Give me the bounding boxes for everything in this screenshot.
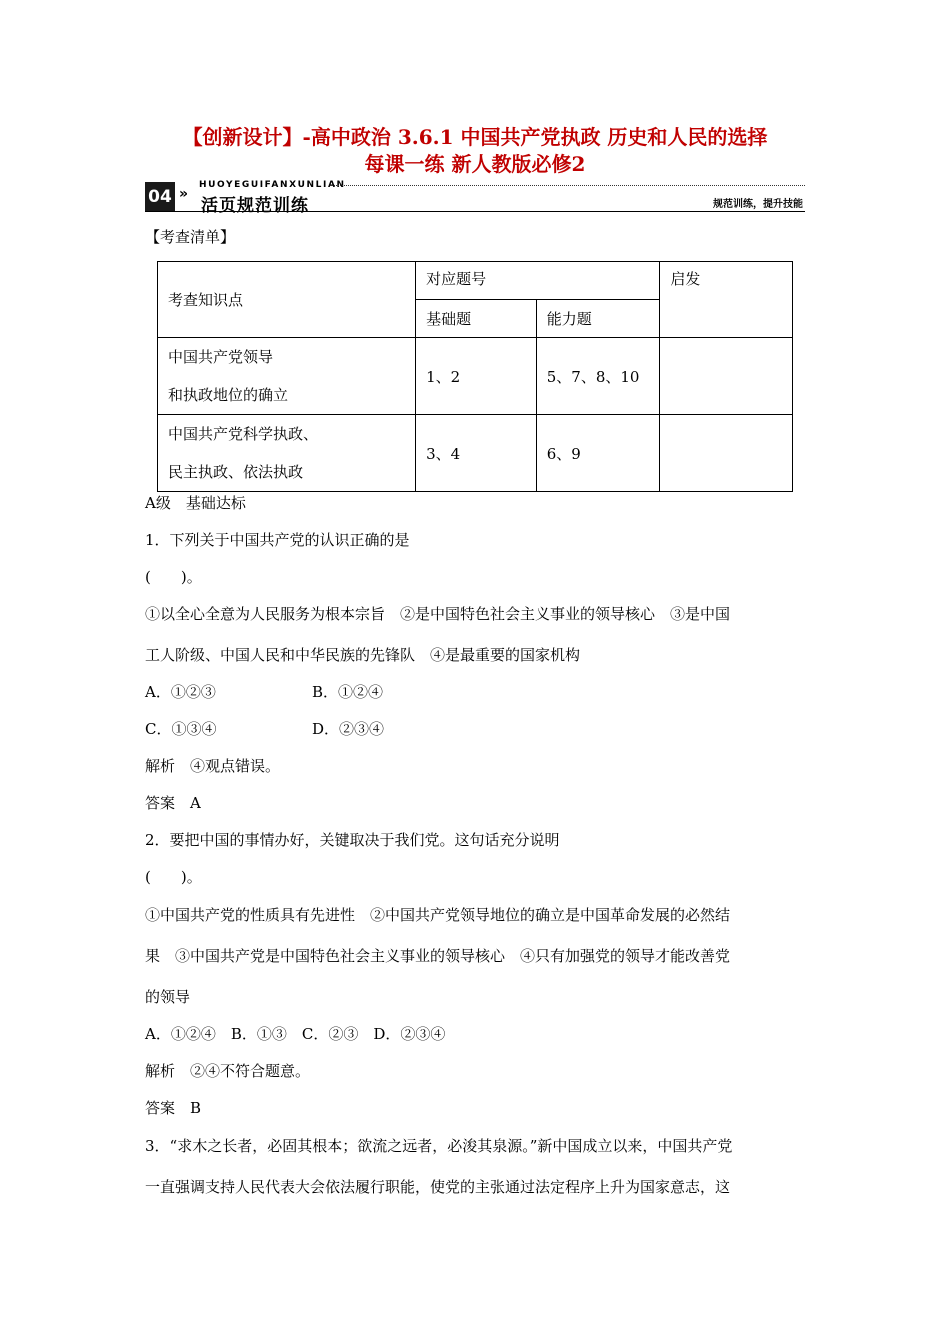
q1-stem: 1．下列关于中国共产党的认识正确的是	[145, 531, 410, 549]
q2-statements-line-3: 的领导	[145, 988, 191, 1006]
checklist-heading: 【考查清单】	[145, 228, 236, 246]
cell-inspiration	[660, 415, 793, 492]
checklist-table	[157, 261, 793, 492]
q3-stem-line-2: 一直强调支持人民代表大会依法履行职能，使党的主张通过法定程序上升为国家意志，这	[145, 1178, 731, 1196]
cell-knowledge-line: 中国共产党科学执政、	[168, 425, 319, 443]
q2-blank: ( )。	[145, 868, 202, 886]
cell-inspiration	[660, 338, 793, 415]
q1-option-d: D．②③④	[312, 720, 385, 738]
q1-blank: ( )。	[145, 568, 202, 586]
header-numbers: 对应题号	[416, 262, 660, 300]
banner-dotted-rule	[331, 185, 805, 186]
q2-statements-line-1: ①中国共产党的性质具有先进性 ②中国共产党领导地位的确立是中国革命发展的必然结	[145, 906, 731, 924]
q2-stem: 2．要把中国的事情办好，关键取决于我们党。这句话充分说明	[145, 831, 560, 849]
q1-option-a: A．①②③	[145, 683, 216, 701]
q1-analysis: 解析 ④观点错误。	[145, 757, 281, 775]
cell-basic: 3、4	[416, 415, 537, 492]
header-inspiration: 启发	[660, 262, 793, 338]
banner-pinyin: HUOYEGUIFANXUNLIAN	[199, 180, 346, 190]
q2-answer: 答案 B	[145, 1099, 202, 1117]
cell-knowledge-line: 和执政地位的确立	[168, 386, 289, 404]
banner-title: 活页规范训练	[201, 196, 309, 216]
section-number-badge: 04	[145, 182, 175, 212]
title-line-1: 【创新设计】-高中政治 3.6.1 中国共产党执政 历史和人民的选择	[182, 125, 768, 149]
header-ability: 能力题	[536, 300, 660, 338]
q1-statements-line-1: ①以全心全意为人民服务为根本宗旨 ②是中国特色社会主义事业的领导核心 ③是中国	[145, 605, 731, 623]
q2-analysis: 解析 ②④不符合题意。	[145, 1062, 311, 1080]
document-title	[120, 124, 830, 178]
banner-slogan: 规范训练，提升技能	[713, 199, 803, 210]
level-a-heading: A级 基础达标	[145, 494, 246, 512]
double-chevron-icon: »	[179, 186, 189, 202]
cell-knowledge	[158, 415, 416, 492]
cell-ability: 6、9	[536, 415, 660, 492]
header-knowledge: 考查知识点	[158, 262, 416, 338]
q2-options: A．①②④ B．①③ C．②③ D．②③④	[145, 1025, 446, 1043]
cell-knowledge-line: 中国共产党领导	[168, 348, 274, 366]
cell-knowledge	[158, 338, 416, 415]
cell-knowledge-line: 民主执政、依法执政	[168, 463, 304, 481]
q1-option-b: B．①②④	[312, 683, 384, 701]
cell-ability: 5、7、8、10	[536, 338, 660, 415]
q1-option-c: C．①③④	[145, 720, 217, 738]
header-basic: 基础题	[416, 300, 537, 338]
table-row	[158, 338, 793, 415]
q1-answer: 答案 A	[145, 794, 201, 812]
q1-statements-line-2: 工人阶级、中国人民和中华民族的先锋队 ④是最重要的国家机构	[145, 646, 581, 664]
cell-basic: 1、2	[416, 338, 537, 415]
table-row	[158, 415, 793, 492]
q2-statements-line-2: 果 ③中国共产党是中国特色社会主义事业的领导核心 ④只有加强党的领导才能改善党	[145, 947, 731, 965]
title-line-2: 每课一练 新人教版必修2	[364, 152, 586, 176]
q3-stem-line-1: 3．“求木之长者，必固其根本；欲流之远者，必浚其泉源。”新中国成立以来，中国共产党	[145, 1137, 733, 1155]
section-banner	[145, 180, 805, 216]
banner-rule	[145, 211, 805, 212]
